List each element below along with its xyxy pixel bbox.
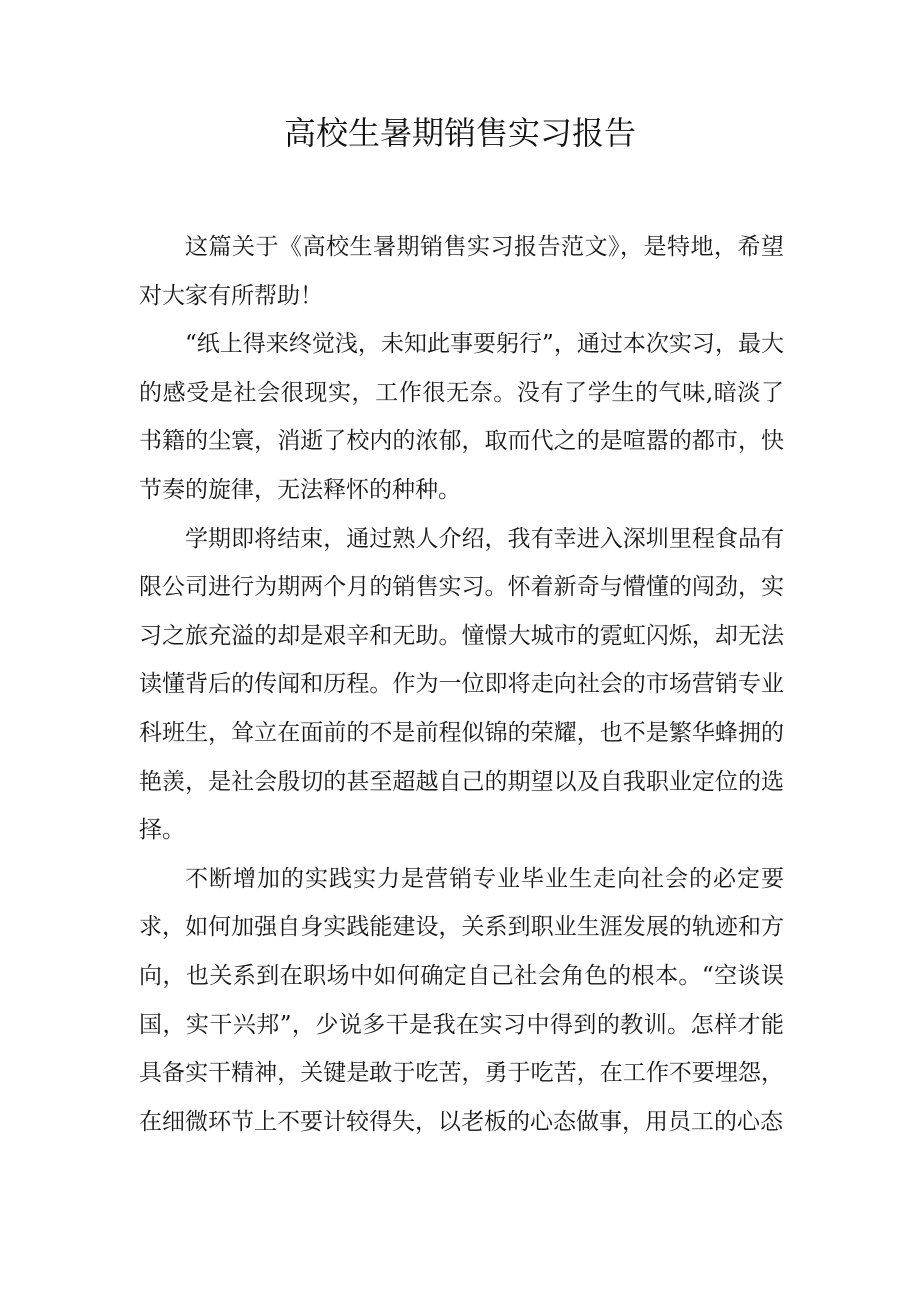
document-title: 高校生暑期销售实习报告: [283, 114, 636, 152]
paragraph-quote: “纸上得来终觉浅，未知此事要躬行”，通过本次实习，最大的感受是社会很现实，工作很无奈。没有了学生的气味,暗淡了书籍的尘寰，消逝了校内的浓郁，取而代之的是喧嚣的都市，快节奏的旋律，无法释怀的种种。: [139, 331, 784, 503]
document-body: [139, 223, 784, 1146]
paragraph-internship: 学期即将结束，通过熟人介绍，我有幸进入深圳里程食品有限公司进行为期两个月的销售实习。怀着新奇与懵懂的闯劲，实习之旅充溢的却是艰辛和无助。憧憬大城市的霓虹闪烁，却无法读懂背后的传闻和历程。作为一位即将走向社会的市场营销专业科班生，耸立在面前的不是前程似锦的荣耀，也不是繁华蜂拥的艳羡，是社会殷切的甚至超越自己的期望以及自我职业定位的选择。: [139, 525, 784, 844]
paragraph-practice: 不断增加的实践实力是营销专业毕业生走向社会的必定要求，如何加强自身实践能建设，关系到职业生涯发展的轨迹和方向，也关系到在职场中如何确定自己社会角色的根本。“空谈误国，实干兴邦”，少说多干是我在实习中得到的教训。怎样才能具备实干精神，关键是敢于吃苦，勇于吃苦，在工作不要埋怨，在细微环节上不要计较得失，以老板的心态做事，用员工的心态: [139, 865, 784, 1135]
paragraph-intro: 这篇关于《高校生暑期销售实习报告范文》，是特地，希望对大家有所帮助！: [139, 234, 784, 309]
